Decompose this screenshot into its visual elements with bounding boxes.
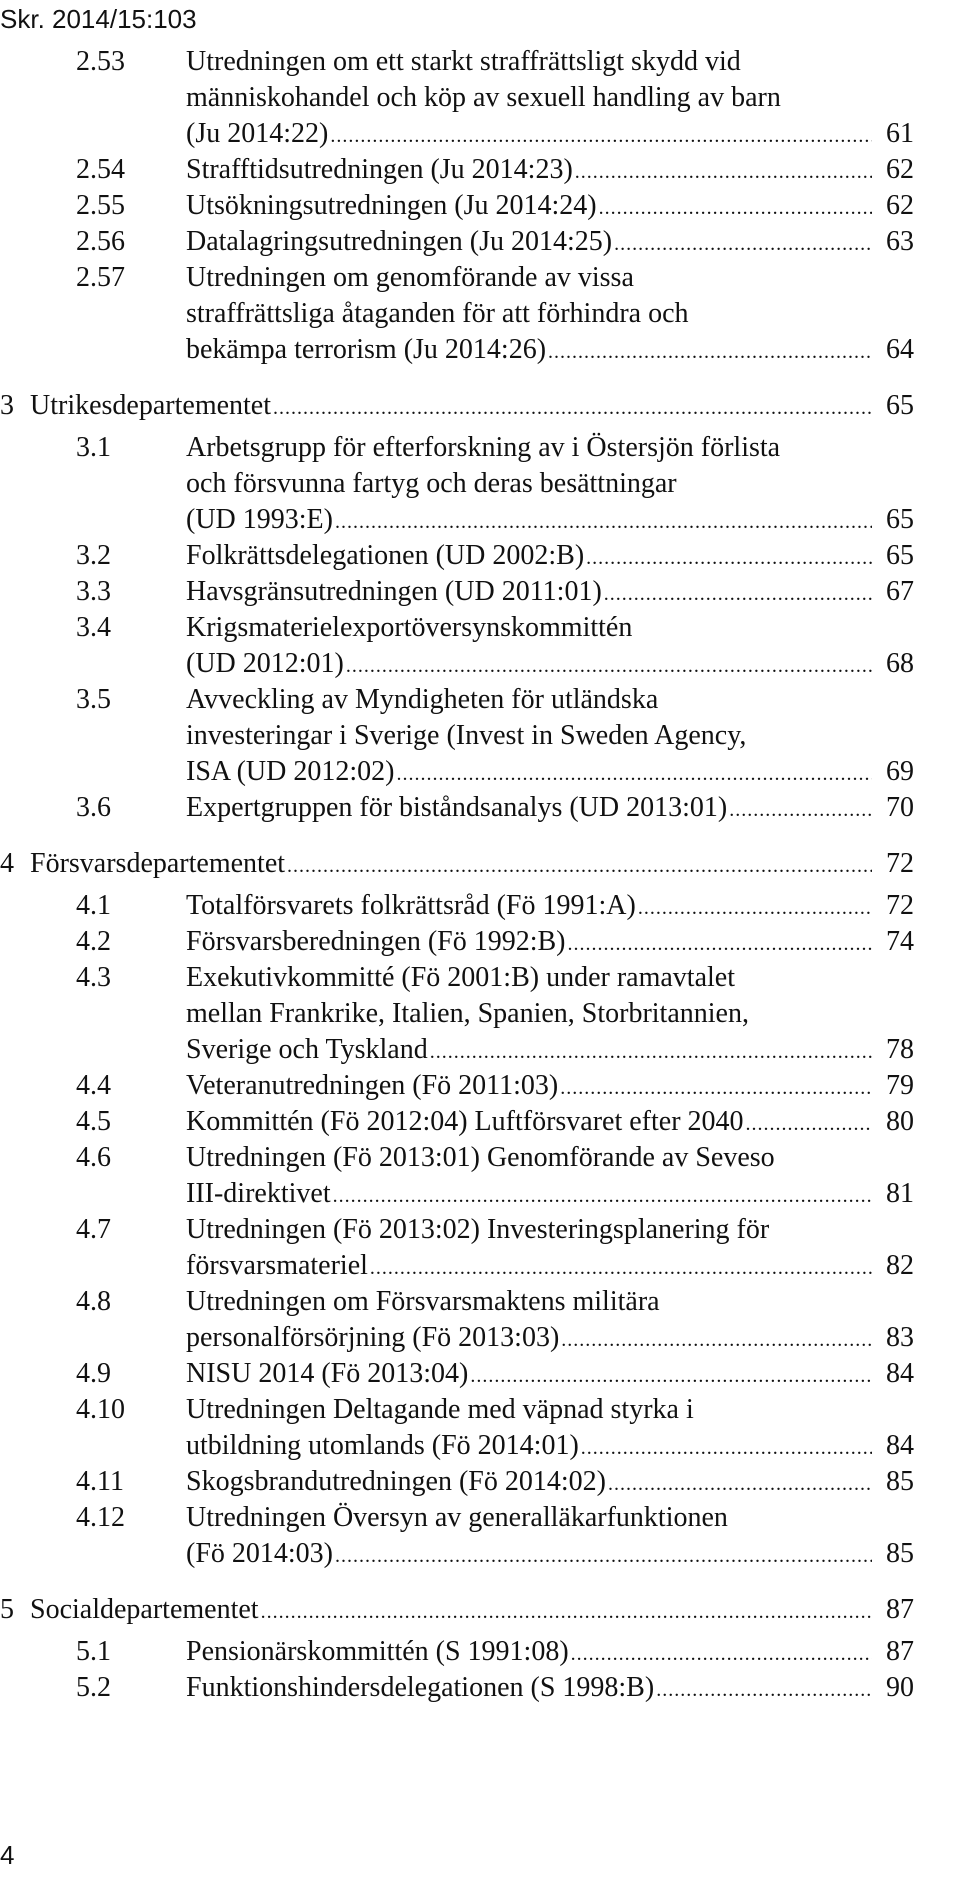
toc-entry-title xyxy=(186,188,914,224)
dot-leader xyxy=(394,754,872,790)
toc-entry-number: 5 xyxy=(0,1594,14,1625)
dot-leader xyxy=(636,888,872,924)
toc-entry-number: 2.53 xyxy=(76,46,125,77)
toc-entry-title xyxy=(186,790,914,826)
toc-title-line: Arbetsgrupp för efterforskning av i Östersjön förlista xyxy=(186,432,781,463)
toc-leader-row xyxy=(186,574,914,610)
toc-entry-title xyxy=(186,260,914,368)
toc-entry-title xyxy=(30,388,914,424)
toc-title-line: Strafftidsutredningen (Ju 2014:23) xyxy=(186,154,573,185)
toc-page-number: 82 xyxy=(886,1250,914,1281)
toc-entry-title xyxy=(186,1392,914,1464)
toc-entry-title xyxy=(186,1068,914,1104)
toc-page-number: 62 xyxy=(886,154,914,185)
dot-leader xyxy=(328,116,872,152)
toc-page-number: 69 xyxy=(886,756,914,787)
toc-entry-number: 4 xyxy=(0,848,14,879)
toc-page-number: 78 xyxy=(886,1034,914,1065)
toc-page-number: 62 xyxy=(886,190,914,221)
toc-page-number: 64 xyxy=(886,334,914,365)
dot-leader xyxy=(584,538,872,574)
dot-leader xyxy=(428,1032,872,1068)
toc-leader-row xyxy=(186,1464,914,1500)
toc-leader-row xyxy=(186,502,914,538)
toc-title-line: Avveckling av Myndigheten för utländska xyxy=(186,684,659,715)
dot-leader xyxy=(558,1068,872,1104)
toc-title-line: investeringar i Sverige (Invest in Sweden Agency, xyxy=(186,720,747,751)
toc-entry-title xyxy=(186,924,914,960)
toc-title-line: försvarsmateriel xyxy=(186,1250,368,1281)
toc-title-line: Utredningen om Försvarsmaktens militära xyxy=(186,1286,660,1317)
toc-title-line: Utredningen Deltagande med väpnad styrka i xyxy=(186,1394,694,1425)
toc-page-number: 84 xyxy=(886,1430,914,1461)
toc-title-line: NISU 2014 (Fö 2013:04) xyxy=(186,1358,469,1389)
toc-entry-title xyxy=(186,1356,914,1392)
toc-leader-row xyxy=(186,1428,914,1464)
toc-entry-number: 4.9 xyxy=(76,1358,111,1389)
toc-entry-number: 4.3 xyxy=(76,962,111,993)
toc-title-line: III-direktivet xyxy=(186,1178,331,1209)
toc-entry-number: 4.1 xyxy=(76,890,111,921)
toc-title-line: Skogsbrandutredningen (Fö 2014:02) xyxy=(186,1466,606,1497)
toc-page-number: 84 xyxy=(886,1358,914,1389)
toc-title-line: utbildning utomlands (Fö 2014:01) xyxy=(186,1430,579,1461)
toc-entry-number: 3 xyxy=(0,390,14,421)
toc-title-line: Socialdepartementet xyxy=(30,1594,259,1625)
toc-page-number: 65 xyxy=(886,504,914,535)
toc-entry-number: 3.1 xyxy=(76,432,111,463)
dot-leader xyxy=(606,1464,872,1500)
toc-page-number: 87 xyxy=(886,1594,914,1625)
dot-leader xyxy=(597,188,872,224)
toc-entry-title xyxy=(186,152,914,188)
toc-entry-title xyxy=(186,1500,914,1572)
toc-entry-number: 2.54 xyxy=(76,154,125,185)
toc-entry-number: 5.2 xyxy=(76,1672,111,1703)
dot-leader xyxy=(573,152,872,188)
dot-leader xyxy=(285,846,872,882)
toc-page-number: 72 xyxy=(886,890,914,921)
toc-entry-number: 4.12 xyxy=(76,1502,125,1533)
toc-leader-row xyxy=(186,1670,914,1706)
toc-leader-row xyxy=(186,1248,914,1284)
toc-title-line: Utredningen (Fö 2013:02) Investeringsplanering för xyxy=(186,1214,770,1245)
toc-leader-row xyxy=(186,1068,914,1104)
toc-title-line: Kommittén (Fö 2012:04) Luftförsvaret efter 2040 xyxy=(186,1106,744,1137)
dot-leader xyxy=(569,1634,872,1670)
toc-leader-row xyxy=(186,1104,914,1140)
toc-entry-title xyxy=(186,888,914,924)
toc-page-number: 81 xyxy=(886,1178,914,1209)
toc-title-line: Funktionshindersdelegationen (S 1998:B) xyxy=(186,1672,655,1703)
toc-entry-title xyxy=(186,1634,914,1670)
dot-leader xyxy=(333,502,872,538)
toc-title-line: Expertgruppen för biståndsanalys (UD 2013:01) xyxy=(186,792,728,823)
toc-entry-number: 4.4 xyxy=(76,1070,111,1101)
toc-entry-title xyxy=(186,574,914,610)
toc-page-number: 65 xyxy=(886,540,914,571)
toc-entry-title xyxy=(186,1140,914,1212)
toc-title-line: Försvarsdepartementet xyxy=(30,848,286,879)
dot-leader xyxy=(744,1104,872,1140)
toc-title-line: mellan Frankrike, Italien, Spanien, Storbritannien, xyxy=(186,998,749,1029)
toc-title-line: Utrikesdepartementet xyxy=(30,390,272,421)
toc-title-line: Datalagringsutredningen (Ju 2014:25) xyxy=(186,226,613,257)
toc-page-number: 68 xyxy=(886,648,914,679)
toc-title-line: straffrättsliga åtaganden för att förhindra och xyxy=(186,298,689,329)
dot-leader xyxy=(259,1592,872,1628)
toc-leader-row xyxy=(186,538,914,574)
toc-title-line: människohandel och köp av sexuell handling av barn xyxy=(186,82,781,113)
toc-entry-title xyxy=(186,224,914,260)
toc-entry-title xyxy=(186,682,914,790)
toc-title-line: bekämpa terrorism (Ju 2014:26) xyxy=(186,334,547,365)
toc-entry-title xyxy=(186,610,914,682)
toc-entry-title xyxy=(186,430,914,538)
toc-entry-title xyxy=(30,846,914,882)
toc-entry-title xyxy=(30,1592,914,1628)
toc-page-number: 65 xyxy=(886,390,914,421)
toc-title-line: och försvunna fartyg och deras besättningar xyxy=(186,468,677,499)
toc-page-number: 63 xyxy=(886,226,914,257)
toc-entry-title xyxy=(186,960,914,1068)
toc-entry-title xyxy=(186,1464,914,1500)
toc-title-line: Veteranutredningen (Fö 2011:03) xyxy=(186,1070,559,1101)
dot-leader xyxy=(566,924,872,960)
toc-title-line: Utsökningsutredningen (Ju 2014:24) xyxy=(186,190,597,221)
toc-leader-row xyxy=(186,924,914,960)
toc-page-number: 67 xyxy=(886,576,914,607)
toc-entry-number: 4.6 xyxy=(76,1142,111,1173)
dot-leader xyxy=(579,1428,872,1464)
toc-entry-number: 4.10 xyxy=(76,1394,125,1425)
toc-leader-row xyxy=(186,1320,914,1356)
toc-title-line: Exekutivkommitté (Fö 2001:B) under ramavtalet xyxy=(186,962,735,993)
toc-entry-title xyxy=(186,1212,914,1284)
toc-title-line: (Fö 2014:03) xyxy=(186,1538,333,1569)
toc-title-line: Utredningen om ett starkt straffrättsligt skydd vid xyxy=(186,46,741,77)
dot-leader xyxy=(271,388,872,424)
page-number: 4 xyxy=(0,1840,15,1870)
toc-leader-row xyxy=(186,790,914,826)
toc-title-line: Försvarsberedningen (Fö 1992:B) xyxy=(186,926,566,957)
toc-entry-number: 3.3 xyxy=(76,576,111,607)
toc-title-line: (Ju 2014:22) xyxy=(186,118,329,149)
toc-entry-title xyxy=(186,1670,914,1706)
toc-leader-row xyxy=(30,846,914,882)
toc-leader-row xyxy=(30,388,914,424)
toc-page-number: 83 xyxy=(886,1322,914,1353)
toc-page-number: 85 xyxy=(886,1466,914,1497)
toc-title-line: ISA (UD 2012:02) xyxy=(186,756,395,787)
dot-leader xyxy=(546,332,872,368)
toc-leader-row xyxy=(186,1634,914,1670)
toc-leader-row xyxy=(186,152,914,188)
toc-leader-row xyxy=(186,224,914,260)
toc-leader-row xyxy=(186,332,914,368)
toc-leader-row xyxy=(186,754,914,790)
dot-leader xyxy=(559,1320,872,1356)
toc-entry-number: 5.1 xyxy=(76,1636,111,1667)
dot-leader xyxy=(331,1176,872,1212)
toc-entry-title xyxy=(186,44,914,152)
dot-leader xyxy=(468,1356,872,1392)
toc-page-number: 85 xyxy=(886,1538,914,1569)
dot-leader xyxy=(368,1248,872,1284)
toc-title-line: Folkrättsdelegationen (UD 2002:B) xyxy=(186,540,585,571)
toc-leader-row xyxy=(186,1032,914,1068)
toc-title-line: Utredningen (Fö 2013:01) Genomförande av Seveso xyxy=(186,1142,775,1173)
toc-title-line: personalförsörjning (Fö 2013:03) xyxy=(186,1322,560,1353)
dot-leader xyxy=(333,1536,872,1572)
toc-leader-row xyxy=(186,1536,914,1572)
toc-leader-row xyxy=(186,1176,914,1212)
toc-leader-row xyxy=(186,646,914,682)
toc-page-number: 87 xyxy=(886,1636,914,1667)
toc-title-line: Utredningen Översyn av generalläkarfunktionen xyxy=(186,1502,728,1533)
toc-entry-title xyxy=(186,538,914,574)
toc-entry-number: 4.5 xyxy=(76,1106,111,1137)
toc-entry-number: 2.56 xyxy=(76,226,125,257)
toc-entry-number: 2.57 xyxy=(76,262,125,293)
toc-entry-number: 2.55 xyxy=(76,190,125,221)
toc-page-number: 79 xyxy=(886,1070,914,1101)
toc-leader-row xyxy=(186,888,914,924)
toc-entry-number: 3.6 xyxy=(76,792,111,823)
toc-page-number: 72 xyxy=(886,848,914,879)
toc-page-number: 70 xyxy=(886,792,914,823)
toc-leader-row xyxy=(30,1592,914,1628)
toc-entry-number: 3.4 xyxy=(76,612,111,643)
dot-leader xyxy=(602,574,872,610)
dot-leader xyxy=(612,224,872,260)
toc-entry-title xyxy=(186,1104,914,1140)
toc-entry-number: 3.5 xyxy=(76,684,111,715)
toc-entry-number: 4.11 xyxy=(76,1466,124,1497)
running-header: Skr. 2014/15:103 xyxy=(0,4,197,34)
toc-leader-row xyxy=(186,1356,914,1392)
dot-leader xyxy=(654,1670,872,1706)
toc-page-number: 80 xyxy=(886,1106,914,1137)
dot-leader xyxy=(344,646,872,682)
toc-page-number: 61 xyxy=(886,118,914,149)
toc-entry-number: 4.2 xyxy=(76,926,111,957)
toc-entry-number: 4.7 xyxy=(76,1214,111,1245)
toc-title-line: (UD 2012:01) xyxy=(186,648,344,679)
toc-title-line: (UD 1993:E) xyxy=(186,504,333,535)
toc-page-number: 74 xyxy=(886,926,914,957)
toc-page-number: 90 xyxy=(886,1672,914,1703)
toc-leader-row xyxy=(186,188,914,224)
toc-title-line: Krigsmaterielexportöversynskommittén xyxy=(186,612,633,643)
toc-entry-title xyxy=(186,1284,914,1356)
dot-leader xyxy=(727,790,872,826)
toc-title-line: Havsgränsutredningen (UD 2011:01) xyxy=(186,576,602,607)
toc-entry-number: 3.2 xyxy=(76,540,111,571)
toc-title-line: Totalförsvarets folkrättsråd (Fö 1991:A) xyxy=(186,890,636,921)
toc-entry-number: 4.8 xyxy=(76,1286,111,1317)
toc-title-line: Pensionärskommittén (S 1991:08) xyxy=(186,1636,569,1667)
toc-title-line: Sverige och Tyskland xyxy=(186,1034,428,1065)
toc-title-line: Utredningen om genomförande av vissa xyxy=(186,262,634,293)
toc-leader-row xyxy=(186,116,914,152)
